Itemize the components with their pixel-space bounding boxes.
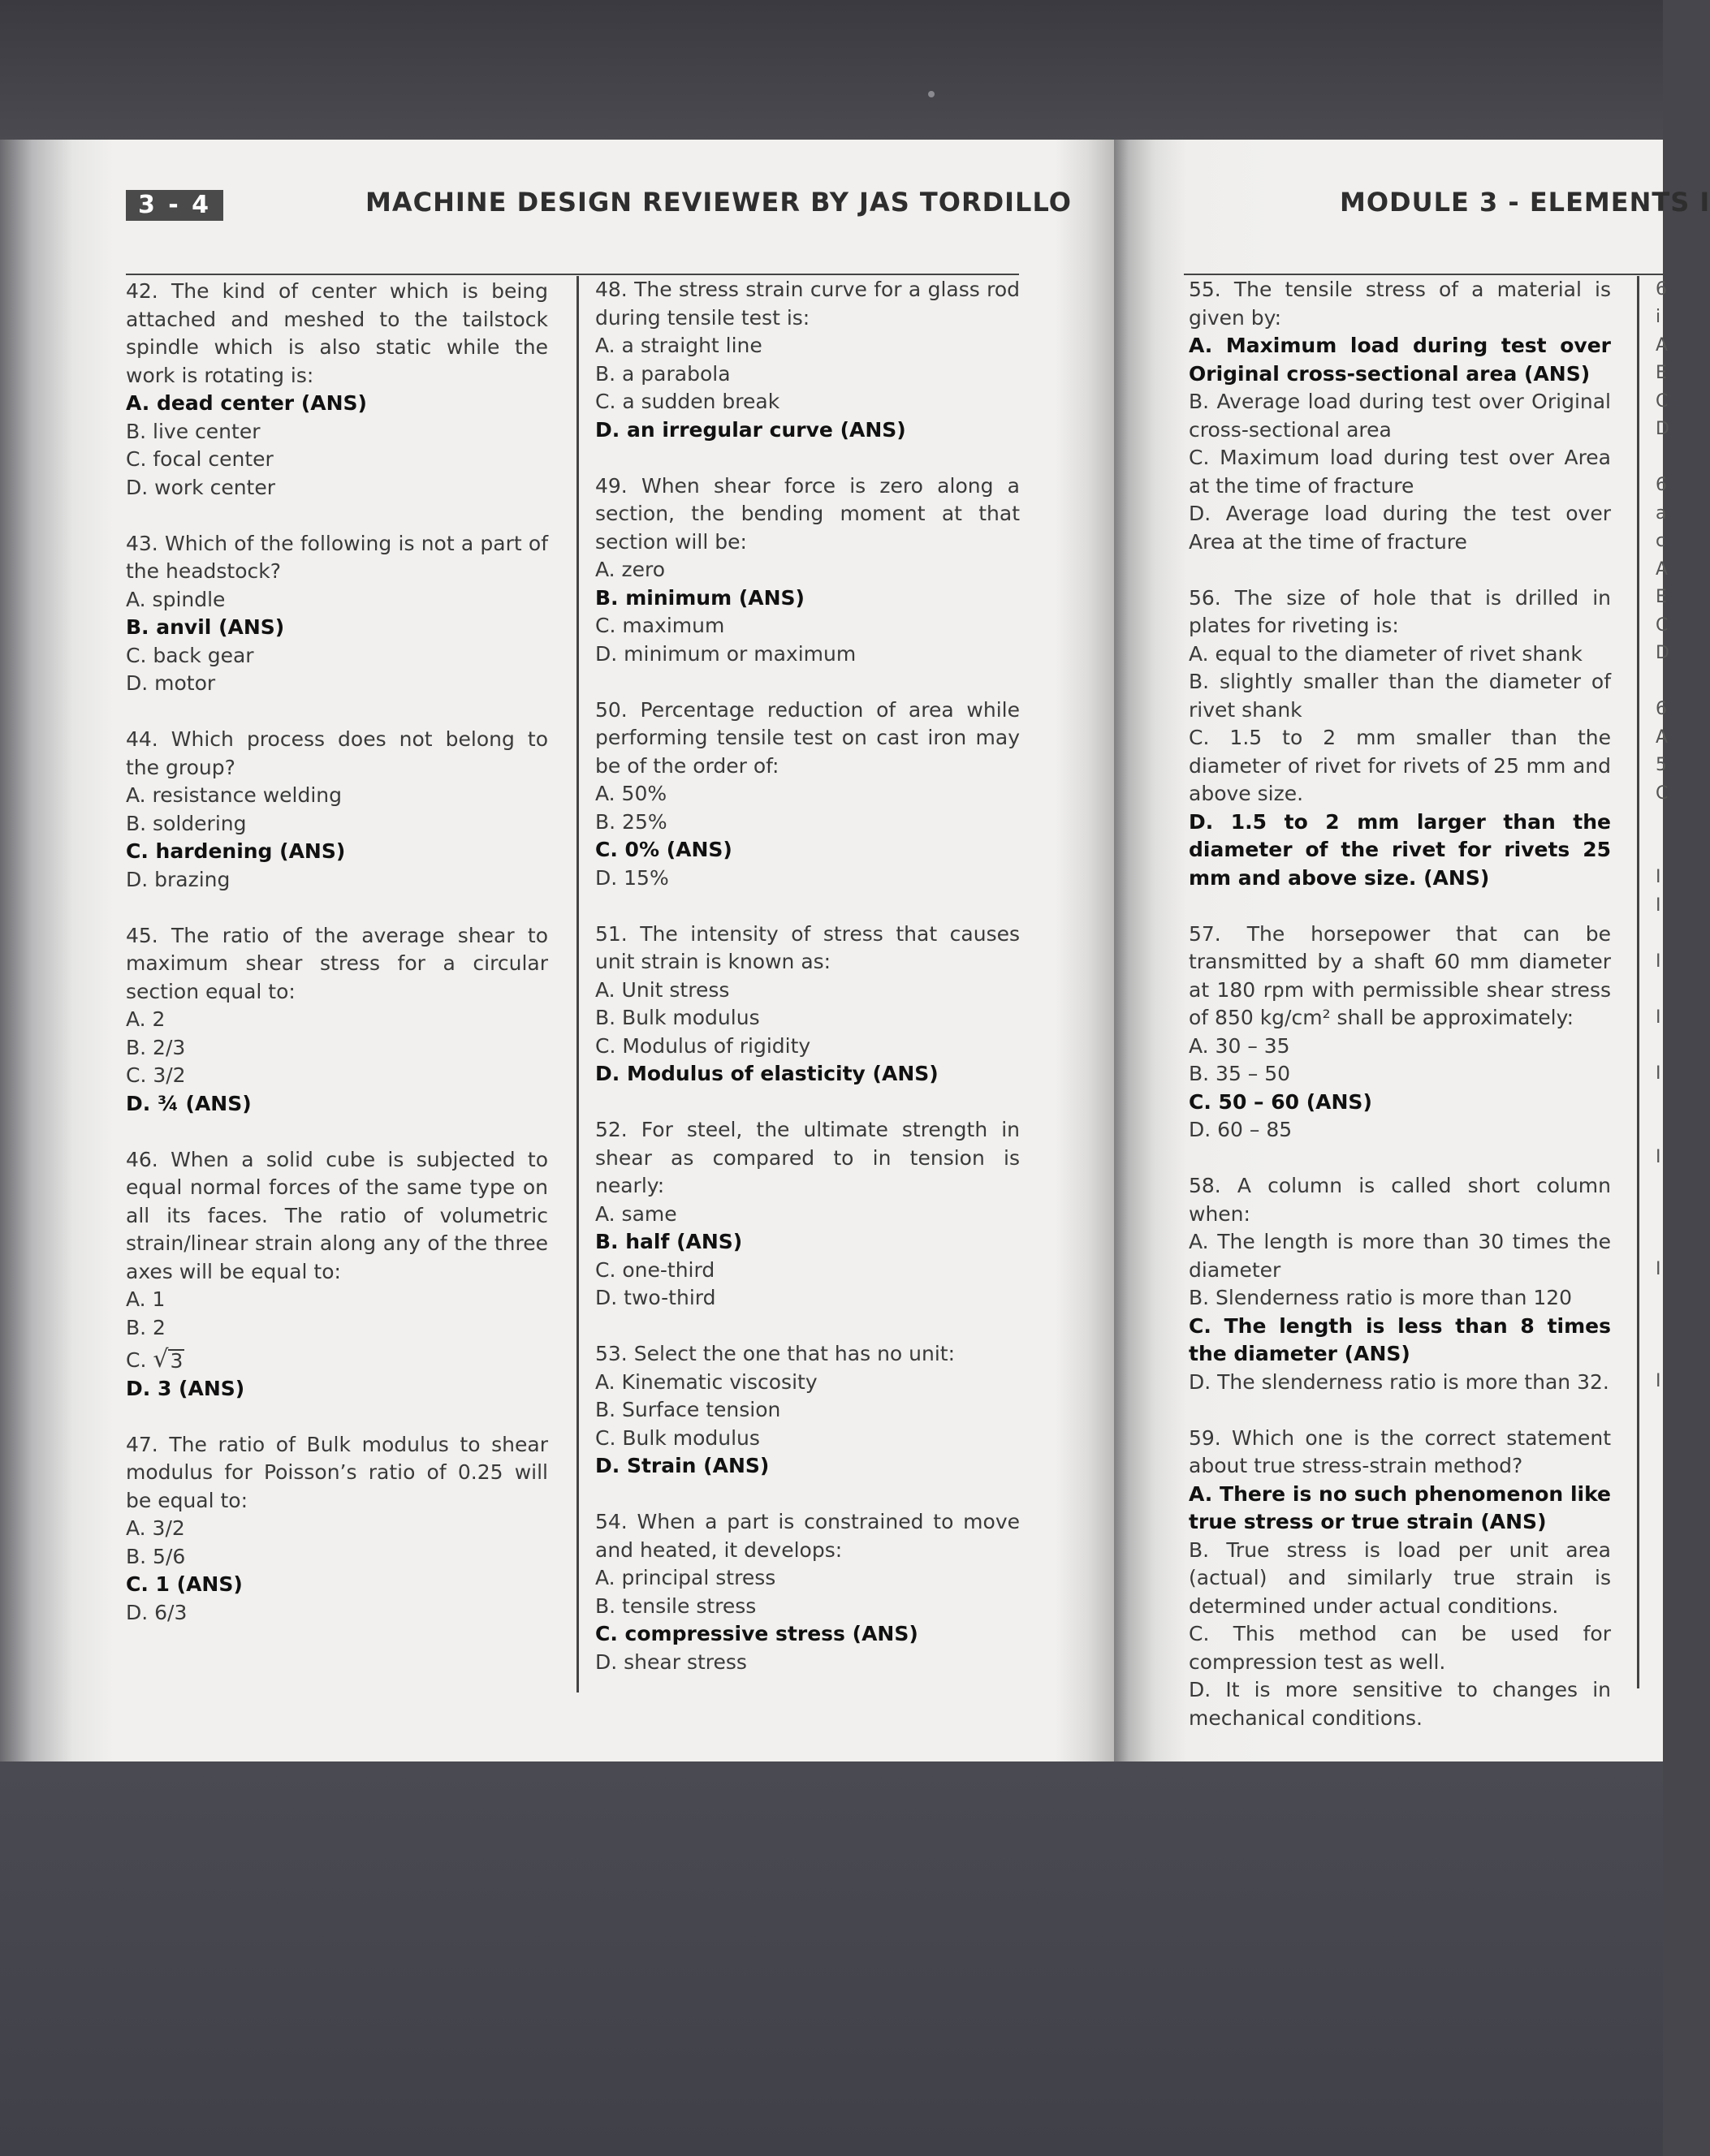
option-answer: D. ¾ (ANS): [126, 1091, 252, 1115]
option: B. slightly smaller than the diameter of rivet shank: [1189, 670, 1611, 722]
option: D. brazing: [126, 867, 231, 891]
option: D. work center: [126, 475, 276, 499]
option-answer: B. half (ANS): [595, 1230, 743, 1253]
option: B. 25%: [595, 809, 667, 834]
option: B. soldering: [126, 811, 247, 835]
option-answer: A. There is no such phenomenon like true stress or true strain (ANS): [1189, 1481, 1611, 1533]
cut-off-text-fragment: I: [1656, 895, 1661, 916]
option: D. minimum or maximum: [595, 641, 857, 666]
dust-speck: [928, 91, 935, 97]
question-block: [126, 530, 548, 698]
option: C. maximum: [595, 614, 725, 637]
question-text: 56. The size of hole that is drilled in plates for riveting is:: [1189, 585, 1611, 637]
cut-off-text-fragment: A: [1656, 727, 1669, 748]
option: A. The length is more than 30 times the diameter: [1189, 1230, 1611, 1282]
question-text: 55. The tensile stress of a material is given by:: [1189, 278, 1611, 330]
option: C. 1.5 to 2 mm smaller than the diameter of rivet for rivets of 25 mm and above size.: [1189, 726, 1611, 805]
question-block: [126, 1146, 548, 1404]
question-block: [595, 472, 1020, 669]
option: B. live center: [126, 419, 261, 443]
option: C. one-third: [595, 1257, 715, 1282]
square-root: √ 3: [153, 1345, 184, 1373]
cut-off-text-fragment: C: [1656, 615, 1669, 636]
cut-off-text-fragment: I: [1656, 1007, 1661, 1028]
square-root-radicand: 3: [170, 1349, 184, 1373]
option: A. 1: [126, 1287, 166, 1311]
cut-off-text-fragment: C: [1656, 391, 1669, 412]
option: B. Average load during test over Original cross-sectional area: [1189, 390, 1611, 442]
question-block: [1189, 921, 1611, 1145]
option-answer: C. hardening (ANS): [126, 839, 346, 863]
option-answer: D. Strain (ANS): [595, 1454, 770, 1477]
option-answer: B. minimum (ANS): [595, 585, 805, 610]
option: A. Unit stress: [595, 977, 730, 1002]
option: C. 3/2: [126, 1063, 186, 1087]
question-text: 50. Percentage reduction of area while performing tensile test on cast iron may be of the order of:: [595, 697, 1020, 778]
running-header-left: MACHINE DESIGN REVIEWER BY JAS TORDILLO: [365, 187, 1072, 218]
option: B. Bulk modulus: [595, 1006, 760, 1029]
option: B. 2: [126, 1315, 166, 1339]
question-block: [1189, 1425, 1611, 1733]
option: A. 3/2: [126, 1516, 185, 1540]
question-block: [595, 276, 1020, 444]
cut-off-text-fragment: E: [1656, 363, 1667, 383]
option: A. spindle: [126, 587, 226, 611]
question-block: [126, 922, 548, 1119]
question-block: [595, 921, 1020, 1089]
question-text: 45. The ratio of the average shear to maximum shear stress for a circular section equal to:: [126, 923, 548, 1003]
running-header-right: MODULE 3 - ELEMENTS I: [1340, 187, 1710, 218]
option: D. 15%: [595, 865, 669, 890]
option: A. a straight line: [595, 334, 762, 357]
option-answer: C. 0% (ANS): [595, 838, 732, 861]
option: B. a parabola: [595, 361, 731, 386]
cut-off-text-fragment: A: [1656, 559, 1669, 580]
option-sqrt: [126, 1347, 548, 1375]
option: C. a sudden break: [595, 390, 780, 413]
cut-off-text-fragment: I: [1656, 1371, 1661, 1391]
option: B. Slenderness ratio is more than 120: [1189, 1286, 1573, 1309]
question-text: 54. When a part is constrained to move and heated, it develops:: [595, 1510, 1020, 1562]
option-answer: C. compressive stress (ANS): [595, 1622, 918, 1645]
option: D. The slenderness ratio is more than 32.: [1189, 1369, 1609, 1394]
cut-off-text-fragment: I: [1656, 951, 1661, 972]
option: A. 2: [126, 1007, 166, 1031]
option-answer: D. 3 (ANS): [126, 1376, 245, 1400]
option-letter: C.: [126, 1348, 153, 1372]
column-divider-right: [1637, 276, 1639, 1688]
question-text: 42. The kind of center which is being attached and meshed to the tailstock spindle which is also static while the work is rotating is:: [126, 279, 548, 387]
option-answer: D. an irregular curve (ANS): [595, 417, 906, 442]
header-rule-right: [1184, 274, 1663, 275]
option: B. 5/6: [126, 1544, 186, 1568]
question-text: 47. The ratio of Bulk modulus to shear modulus for Poisson’s ratio of 0.25 will be equal to:: [126, 1432, 548, 1512]
cut-off-text-fragment: D: [1656, 419, 1669, 439]
cut-off-text-fragment: a: [1656, 503, 1667, 524]
option: C. Maximum load during test over Area at the time of fracture: [1189, 446, 1611, 498]
option: D. 60 – 85: [1189, 1118, 1293, 1141]
option-answer: D. 1.5 to 2 mm larger than the diameter of the rivet for rivets 25 mm and above size. (ANS): [1189, 809, 1611, 890]
option: D. motor: [126, 671, 216, 695]
option: B. Surface tension: [595, 1398, 781, 1421]
cut-off-text-fragment: 6: [1656, 279, 1667, 300]
option: A. same: [595, 1201, 677, 1226]
question-text: 49. When shear force is zero along a section, the bending moment at that section will be:: [595, 473, 1020, 554]
option: A. principal stress: [595, 1566, 776, 1589]
header-rule-left: [126, 274, 1019, 275]
column-divider-left: [576, 276, 579, 1692]
option-answer: A. dead center (ANS): [126, 391, 367, 415]
question-block: [1189, 1172, 1611, 1396]
question-block: [595, 1116, 1020, 1313]
question-block: [126, 1431, 548, 1628]
option: D. Average load during the test over Area at the time of fracture: [1189, 502, 1611, 554]
option: B. 35 – 50: [1189, 1062, 1291, 1085]
option: B. tensile stress: [595, 1593, 757, 1618]
question-block: [1189, 276, 1611, 556]
scan-background-bottom: [0, 1761, 1663, 2156]
cut-off-text-fragment: E: [1656, 587, 1667, 607]
option-answer: C. 1 (ANS): [126, 1572, 243, 1596]
option-answer: C. The length is less than 8 times the diameter (ANS): [1189, 1313, 1611, 1365]
option: C. focal center: [126, 447, 274, 471]
question-text: 58. A column is called short column when:: [1189, 1174, 1611, 1226]
cut-off-text-fragment: i: [1656, 307, 1661, 327]
cut-off-text-fragment: c: [1656, 531, 1666, 551]
option: D. shear stress: [595, 1649, 747, 1674]
option: D. It is more sensitive to changes in mechanical conditions.: [1189, 1678, 1611, 1730]
cut-off-text-fragment: C: [1656, 783, 1669, 804]
question-text: 52. For steel, the ultimate strength in shear as compared to in tension is nearly:: [595, 1118, 1020, 1197]
cut-off-text-fragment: 5: [1656, 755, 1667, 775]
question-text: 53. Select the one that has no unit:: [595, 1342, 956, 1365]
option: A. zero: [595, 558, 666, 581]
question-text: 48. The stress strain curve for a glass rod during tensile test is:: [595, 278, 1020, 330]
option: A. equal to the diameter of rivet shank: [1189, 641, 1583, 666]
question-block: [595, 1340, 1020, 1481]
cut-off-text-fragment: I: [1656, 1259, 1661, 1279]
option: C. back gear: [126, 643, 254, 667]
column-2: [595, 276, 1020, 1676]
option: A. Kinematic viscosity: [595, 1369, 818, 1394]
option-answer: D. Modulus of elasticity (ANS): [595, 1062, 939, 1085]
question-text: 51. The intensity of stress that causes unit strain is known as:: [595, 921, 1020, 973]
option: C. Modulus of rigidity: [595, 1033, 811, 1058]
question-text: 57. The horsepower that can be transmitted by a shaft 60 mm diameter at 180 rpm with permissible shear stress of 850 kg/cm² shall be approximately:: [1189, 921, 1611, 1029]
option: A. resistance welding: [126, 783, 343, 807]
option-answer: C. 50 – 60 (ANS): [1189, 1089, 1372, 1114]
column-1: [126, 278, 548, 1627]
question-block: [126, 726, 548, 894]
question-block: [595, 1508, 1020, 1676]
cut-off-text-fragment: 6: [1656, 699, 1667, 719]
cut-off-text-fragment: D: [1656, 643, 1669, 663]
question-text: 43. Which of the following is not a part of the headstock?: [126, 531, 548, 583]
page-number-badge: 3 - 4: [126, 190, 223, 221]
question-text: 59. Which one is the correct statement about true stress-strain method?: [1189, 1425, 1611, 1477]
cut-off-text-fragment: A: [1656, 335, 1669, 356]
question-block: [1189, 584, 1611, 893]
question-block: [595, 696, 1020, 893]
column-3: [1189, 276, 1611, 1732]
question-text: 46. When a solid cube is subjected to equal normal forces of the same type on all its faces. The ratio of volumetric strain/linear strain along any of the three axes will be equal to:: [126, 1147, 548, 1283]
question-block: [126, 278, 548, 502]
cut-off-text-fragment: I: [1656, 1063, 1661, 1084]
option-answer: B. anvil (ANS): [126, 615, 285, 639]
option: B. 2/3: [126, 1035, 186, 1059]
option-answer: A. Maximum load during test over Original cross-sectional area (ANS): [1189, 334, 1611, 386]
option: A. 30 – 35: [1189, 1033, 1290, 1058]
scan-background-top: [0, 0, 1663, 142]
cut-off-text-fragment: I: [1656, 867, 1661, 887]
option: A. 50%: [595, 782, 667, 805]
option: C. Bulk modulus: [595, 1425, 760, 1450]
option: D. two-third: [595, 1286, 716, 1309]
cut-off-text-fragment: I: [1656, 1147, 1661, 1167]
cut-off-text-fragment: 6: [1656, 475, 1667, 495]
option: B. True stress is load per unit area (actual) and similarly true strain is determined under actual conditions.: [1189, 1537, 1611, 1618]
question-text: 44. Which process does not belong to the group?: [126, 727, 548, 779]
option: D. 6/3: [126, 1600, 188, 1624]
option: C. This method can be used for compression test as well.: [1189, 1622, 1611, 1674]
